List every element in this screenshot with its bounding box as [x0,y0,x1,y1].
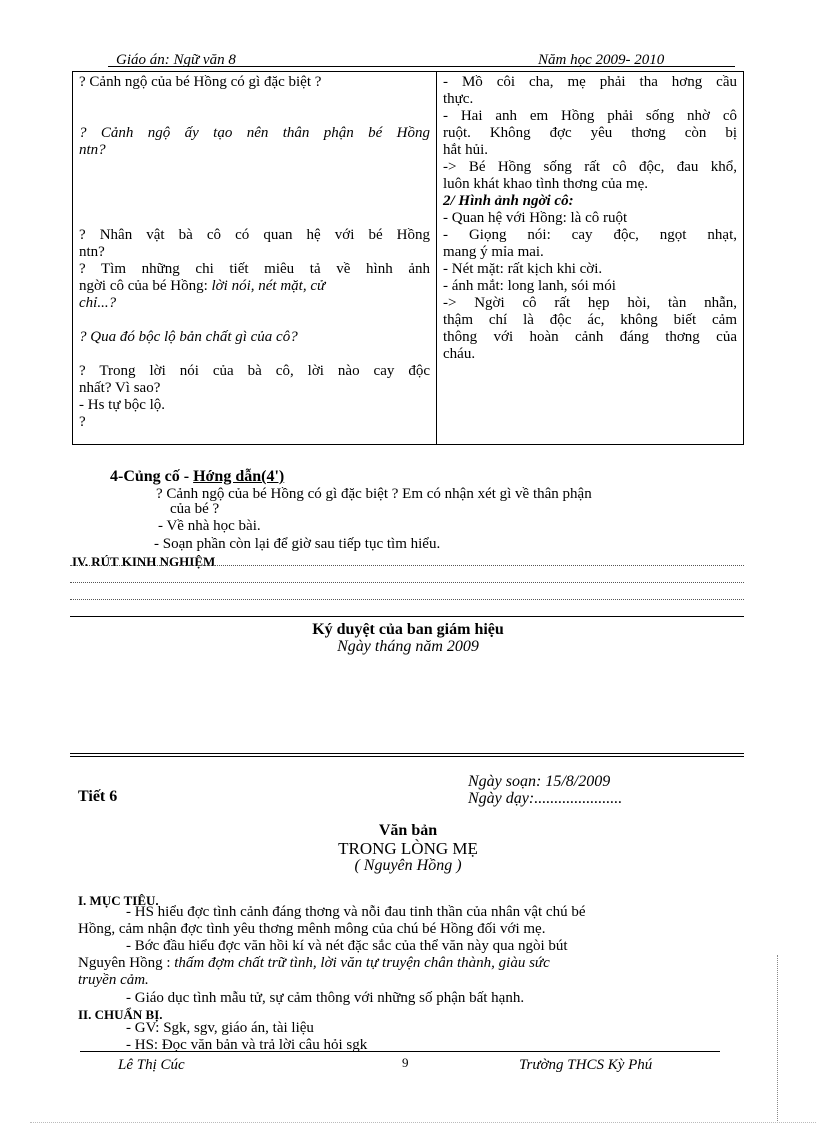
dotted-line [70,565,744,566]
question-line: nhất? Vì sao? [79,380,161,396]
lesson-title: TRONG LÒNG MẸ [338,839,478,858]
objective-line: Hồng, cảm nhận đợc tình yêu thơng mênh mông của chú bé Hồng đối với mẹ. [78,921,546,937]
question-line: ntn? [79,244,105,260]
section-rule [70,616,744,617]
answer-line: luôn khát khao tình thơng của mẹ. [443,176,648,192]
page-edge-dotted [777,955,778,1123]
period-label: Tiết 6 [78,788,118,805]
question-line: - Hs tự bộc lộ. [79,397,166,413]
answer-line: -> Bé Hồng sống rất cô độc, đau khổ, [443,159,737,175]
answer-line: - Hai anh em Hồng phải sống nhờ cô [443,108,737,124]
objective-line: truyền cảm. [78,972,149,988]
objectives-heading: I. MỤC TIÊU. [78,893,159,908]
preparation-line: - GV: Sgk, sgv, giáo án, tài liệu [126,1020,314,1036]
question-line: ? Cảnh ngộ ấy tạo nên thân phận bé Hồng [79,125,430,141]
answer-line: -> Ngời cô rất hẹp hòi, tàn nhẫn, [443,295,737,311]
question-line: ntn? [79,142,106,158]
consolidation-line: của bé ? [170,501,220,517]
question-line: ? Tìm những chi tiết miêu tả về hình ảnh [79,261,430,277]
answer-line: mang ý mỉa mai. [443,244,544,260]
consolidation-line: - Soạn phần còn lại để giờ sau tiếp tục tìm hiểu. [154,536,441,552]
experience-heading: IV. RÚT KINH NGHIỆM [72,554,216,569]
lesson-author: ( Nguyên Hồng ) [354,857,462,874]
preparation-line: - HS: Đọc văn bản và trả lời câu hỏi sgk [126,1037,368,1053]
answers-column [437,72,744,445]
lesson-table [72,71,744,445]
question-line: ? Qua đó bộc lộ bản chất gì của cô? [79,329,298,345]
double-rule-top [70,753,744,754]
dotted-line [70,582,744,583]
answer-line: cháu. [443,346,476,362]
header-subject: Giáo án: Ngữ văn 8 [116,52,236,68]
consolidation-line: ? Cảnh ngộ của bé Hồng có gì đặc biệt ? Em có nhận xét gì về thân phận [156,486,592,502]
consolidation-line: - Về nhà học bài. [158,518,261,534]
objective-line: - HS hiểu đợc tình cảnh đáng thơng và nỗi đau tinh thần của nhân vật chú bé [126,904,586,920]
answer-line: - Nét mặt: rất kịch khi cời. [443,261,603,277]
question-line: ? Cảnh ngộ của bé Hồng có gì đặc biệt ? [79,74,322,90]
answer-line: thực. [443,91,474,107]
date-prepared: Ngày soạn: 15/8/2009 [468,773,611,790]
preparation-heading: II. CHUẨN BỊ. [78,1007,163,1022]
objective-line: Nguyên Hồng : thấm đợm chất trữ tình, lời văn tự truyện chân thành, giàu sức [78,955,550,971]
objective-line: - Bớc đầu hiểu đợc văn hồi kí và nét đặc sắc của thể văn này qua ngòi bút [126,938,568,954]
answer-line: hắt hủi. [443,142,488,158]
double-rule-bottom [70,756,744,757]
page-number: 9 [402,1055,409,1070]
question-line: ? [79,414,86,430]
question-line: ? Trong lời nói của bà cô, lời nào cay độc [79,363,430,379]
consolidation-title: 4-Củng cố - Hớng dẫn(4') [110,468,285,485]
date-taught: Ngày dạy:...................... [468,790,623,807]
answer-line: - ánh mắt: long lanh, sói mói [443,278,616,294]
answer-line: - Quan hệ với Hồng: là cô ruột [443,210,628,226]
question-line: ngời cô của bé Hồng: lời nói, nét mặt, cử [79,278,326,294]
question-line: chỉ...? [79,295,117,311]
answer-line: ruột. Không đợc yêu thơng còn bị [443,125,737,141]
header-rule [108,66,735,67]
questions-column [73,72,437,445]
approval-date: Ngày tháng năm 2009 [337,638,479,655]
answer-line: - Giọng nói: cay độc, ngọt nhạt, [443,227,737,243]
answer-line: thậm chí là độc ác, không biết cảm [443,312,737,328]
answer-line: thông với hoàn cảnh đáng thơng của [443,329,737,345]
footer-school: Trường THCS Kỳ Phú [519,1057,653,1073]
section-heading: 2/ Hình ảnh ngời cô: [443,193,574,209]
header-school-year: Năm học 2009- 2010 [538,52,665,68]
dotted-line [70,599,744,600]
approval-title: Ký duyệt của ban giám hiệu [312,621,504,638]
genre-label: Văn bản [378,822,438,839]
question-line: ? Nhân vật bà cô có quan hệ với bé Hồng [79,227,430,243]
answer-line: - Mồ côi cha, mẹ phải tha hơng cầu [443,74,737,90]
footer-rule [80,1051,720,1052]
objective-line: - Giáo dục tình mẫu tử, sự cảm thông với những số phận bất hạnh. [126,990,525,1006]
footer-teacher: Lê Thị Cúc [118,1057,185,1073]
